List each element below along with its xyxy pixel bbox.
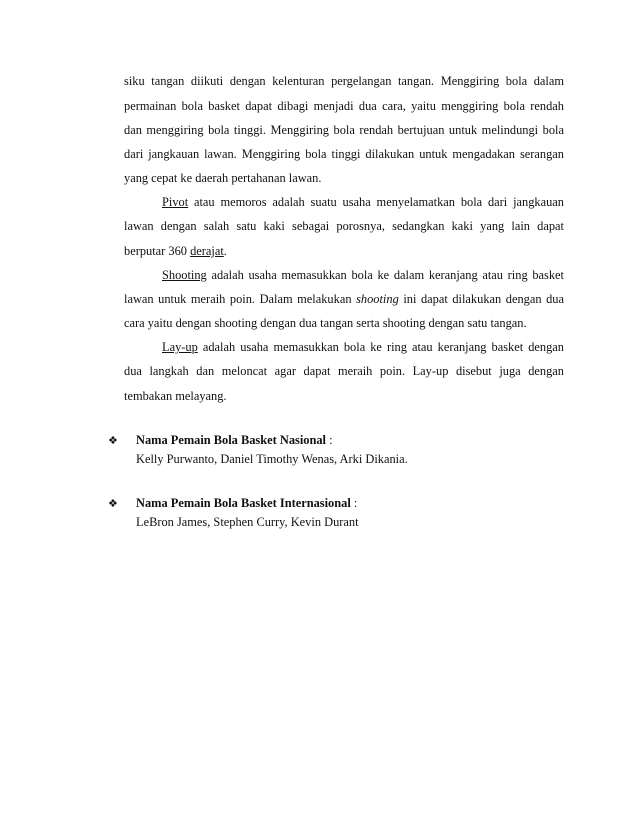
section-suffix: : bbox=[350, 496, 358, 510]
section-suffix: : bbox=[326, 433, 333, 447]
paragraph-line: permainan bola basket dapat dibagi menjadi dua cara, yaitu menggiring bola rendah bbox=[124, 99, 564, 113]
term-shooting: Shooting bbox=[162, 268, 207, 282]
paragraph-line bbox=[124, 243, 564, 259]
paragraph-text: lawan untuk meraih poin. Dalam melakukan bbox=[124, 292, 357, 306]
section-title: Nama Pemain Bola Basket Nasional bbox=[136, 433, 326, 447]
section-title: Nama Pemain Bola Basket Internasional bbox=[136, 496, 351, 510]
section-heading-international bbox=[108, 495, 357, 512]
diamond-bullet-icon: ❖ bbox=[108, 497, 118, 510]
paragraph-text: berputar 360 bbox=[124, 244, 191, 258]
diamond-bullet-icon: ❖ bbox=[108, 434, 118, 447]
term-pivot: Pivot bbox=[162, 195, 189, 209]
paragraph-text: adalah usaha memasukkan bola ke dalam keranjang atau ring basket bbox=[206, 268, 564, 282]
paragraph-line: lawan dengan salah satu kaki sebagai porosnya, sedangkan kaki yang lain dapat bbox=[124, 219, 564, 233]
paragraph-line bbox=[162, 194, 564, 210]
paragraph-line: dari jangkauan lawan. Menggiring bola tinggi dilakukan untuk mengadakan serangan bbox=[124, 147, 564, 161]
paragraph-line: siku tangan diikuti dengan kelenturan pergelangan tangan. Menggiring bola dalam bbox=[124, 74, 564, 88]
paragraph-line bbox=[162, 267, 564, 283]
italic-word: shooting bbox=[356, 292, 399, 306]
paragraph-line: yang cepat ke daerah pertahanan lawan. bbox=[124, 171, 322, 185]
paragraph-line: dua langkah dan meloncat agar dapat meraih poin. Lay-up disebut juga dengan bbox=[124, 364, 564, 378]
paragraph-text: ini dapat dilakukan dengan dua bbox=[398, 292, 564, 306]
section-heading-national bbox=[108, 432, 333, 449]
paragraph-text: atau memoros adalah suatu usaha menyelamatkan bola dari jangkauan bbox=[188, 195, 564, 209]
paragraph-text: adalah usaha memasukkan bola ke ring atau keranjang basket dengan bbox=[197, 340, 564, 354]
player-names-international: LeBron James, Stephen Curry, Kevin Durant bbox=[136, 515, 359, 529]
underlined-word: derajat bbox=[190, 244, 224, 258]
paragraph-text: . bbox=[223, 244, 227, 258]
paragraph-line: cara yaitu dengan shooting dengan dua tangan serta shooting dengan satu tangan. bbox=[124, 316, 527, 330]
paragraph-line bbox=[124, 291, 564, 307]
paragraph-line: dan menggiring bola tinggi. Menggiring bola rendah bertujuan untuk melindungi bola bbox=[124, 123, 564, 137]
term-layup: Lay-up bbox=[162, 340, 198, 354]
paragraph-line bbox=[162, 339, 564, 355]
player-names-national: Kelly Purwanto, Daniel Timothy Wenas, Arki Dikania. bbox=[136, 452, 408, 466]
paragraph-line: tembakan melayang. bbox=[124, 389, 227, 403]
